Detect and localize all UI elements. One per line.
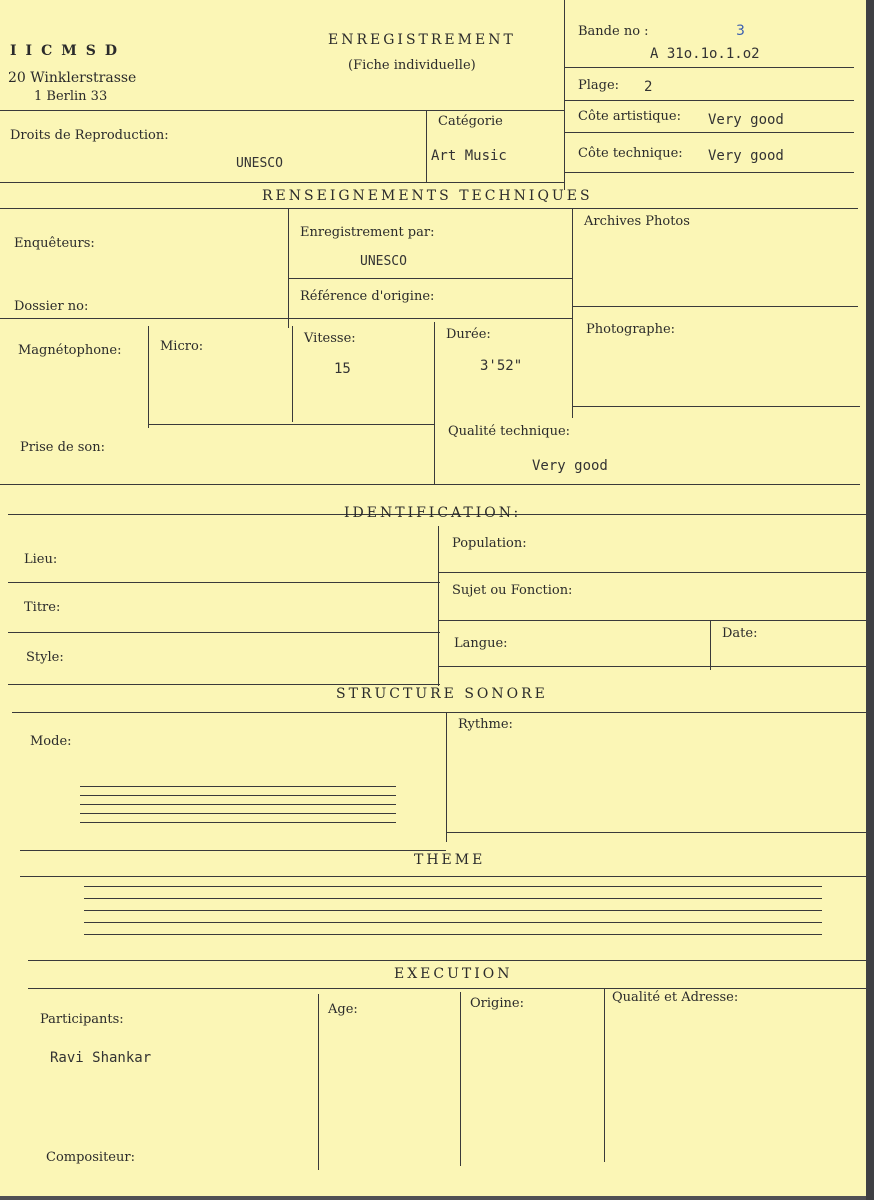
enregistrement-par-value: UNESCO <box>360 254 407 269</box>
dossier-label: Dossier no: <box>14 299 89 314</box>
compositeur-label: Compositeur: <box>46 1150 135 1165</box>
address-line: 1 Berlin 33 <box>34 89 108 104</box>
cote-artistique-label: Côte artistique: <box>578 109 681 124</box>
section-heading-theme: THEME <box>414 852 486 868</box>
prise-de-son-label: Prise de son: <box>20 440 106 455</box>
divider <box>0 110 564 111</box>
divider <box>434 322 435 484</box>
qualite-technique-value: Very good <box>532 458 608 474</box>
droits-label: Droits de Reproduction: <box>10 128 169 143</box>
categorie-label: Catégorie <box>438 114 503 129</box>
bande-value: A 31o.1o.1.o2 <box>650 46 760 62</box>
staff-line <box>84 886 822 887</box>
divider <box>446 832 866 833</box>
divider <box>12 712 866 713</box>
staff-line <box>80 786 396 787</box>
divider <box>438 572 866 573</box>
cote-technique-label: Côte technique: <box>578 146 683 161</box>
enregistrement-par-label: Enregistrement par: <box>300 225 435 240</box>
divider <box>426 110 427 182</box>
divider <box>710 620 711 670</box>
plage-value: 2 <box>644 79 653 95</box>
origine-label: Origine: <box>470 996 524 1011</box>
divider <box>572 406 860 407</box>
divider <box>564 0 565 190</box>
divider <box>0 484 860 485</box>
divider <box>288 278 572 279</box>
handwritten-correction: 3 <box>736 23 745 39</box>
divider <box>8 582 440 583</box>
mode-label: Mode: <box>30 734 72 749</box>
participants-value: Ravi Shankar <box>50 1050 152 1066</box>
section-heading-execution: EXECUTION <box>394 966 513 982</box>
staff-line <box>84 934 822 935</box>
divider <box>564 172 854 173</box>
age-label: Age: <box>328 1002 358 1017</box>
divider <box>8 632 440 633</box>
divider <box>564 132 854 133</box>
staff-line <box>84 922 822 923</box>
archives-label: Archives Photos <box>584 214 690 229</box>
date-label: Date: <box>722 626 758 641</box>
divider <box>438 526 439 686</box>
divider <box>564 100 854 101</box>
magnetophone-label: Magnétophone: <box>18 343 122 358</box>
cote-technique-value: Very good <box>708 148 784 164</box>
divider <box>0 208 858 209</box>
vitesse-label: Vitesse: <box>304 331 356 346</box>
divider <box>438 620 866 621</box>
section-heading-technique: RENSEIGNEMENTS TECHNIQUES <box>262 188 593 204</box>
style-label: Style: <box>26 650 64 665</box>
divider <box>288 208 289 328</box>
divider <box>28 988 866 989</box>
divider <box>572 208 573 418</box>
photographe-label: Photographe: <box>586 322 676 337</box>
divider <box>318 994 319 1170</box>
divider <box>28 960 866 961</box>
address-line: 20 Winklerstrasse <box>8 70 137 86</box>
divider <box>20 876 866 877</box>
participants-label: Participants: <box>40 1012 124 1027</box>
staff-line <box>80 813 396 814</box>
divider <box>0 318 572 319</box>
staff-line <box>84 910 822 911</box>
divider <box>460 992 461 1166</box>
vitesse-value: 15 <box>334 361 351 377</box>
plage-label: Plage: <box>578 78 620 93</box>
categorie-value: Art Music <box>431 148 507 164</box>
divider <box>292 326 293 422</box>
qualite-adresse-label: Qualité et Adresse: <box>612 990 739 1005</box>
micro-label: Micro: <box>160 339 204 354</box>
rythme-label: Rythme: <box>458 717 513 732</box>
staff-line <box>84 898 822 899</box>
divider <box>438 666 866 667</box>
divider <box>8 684 440 685</box>
staff-line <box>80 822 396 823</box>
langue-label: Langue: <box>454 636 508 651</box>
divider <box>564 67 854 68</box>
org-logo: IICMSD <box>10 43 126 59</box>
card-edge-shadow <box>866 0 874 1200</box>
divider <box>0 182 564 183</box>
divider <box>604 988 605 1162</box>
qualite-technique-label: Qualité technique: <box>448 424 571 439</box>
sujet-label: Sujet ou Fonction: <box>452 583 573 598</box>
cote-artistique-value: Very good <box>708 112 784 128</box>
duree-label: Durée: <box>446 327 491 342</box>
divider <box>446 712 447 842</box>
reference-label: Référence d'origine: <box>300 289 435 304</box>
population-label: Population: <box>452 536 527 551</box>
droits-value: UNESCO <box>236 156 283 171</box>
staff-line <box>80 804 396 805</box>
section-heading-structure: STRUCTURE SONORE <box>336 686 548 702</box>
bande-label: Bande no : <box>578 24 649 39</box>
lieu-label: Lieu: <box>24 552 58 567</box>
section-heading-identification: IDENTIFICATION: <box>344 505 522 521</box>
form-title: ENREGISTREMENT <box>328 32 516 48</box>
divider <box>572 306 858 307</box>
enqueteurs-label: Enquêteurs: <box>14 236 95 251</box>
staff-line <box>80 795 396 796</box>
form-subtitle: (Fiche individuelle) <box>348 58 476 73</box>
divider <box>148 424 434 425</box>
divider <box>148 326 149 428</box>
duree-value: 3'52" <box>480 358 523 374</box>
divider <box>20 850 446 851</box>
titre-label: Titre: <box>24 600 61 615</box>
